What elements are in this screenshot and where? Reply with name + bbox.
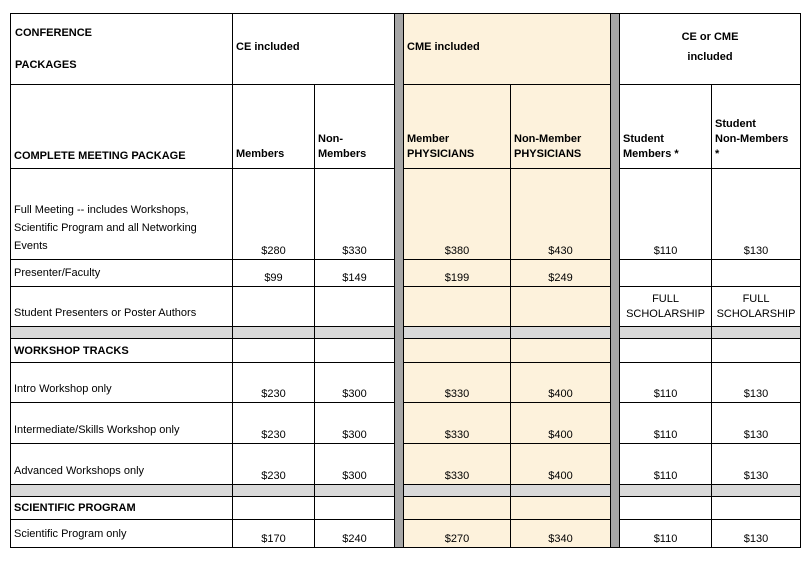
price-cell: $300 — [315, 403, 395, 444]
empty-cell — [404, 287, 511, 327]
price-cell: $110 — [620, 403, 712, 444]
price-cell: $130 — [712, 363, 801, 403]
row-label-intermediate-workshop: Intermediate/Skills Workshop only — [11, 403, 233, 444]
group-ce-or-cme-included: CE or CME included — [620, 14, 801, 85]
table-row — [11, 444, 801, 485]
price-cell: $300 — [315, 444, 395, 485]
row-label-presenter-faculty: Presenter/Faculty — [11, 260, 233, 287]
price-cell: $170 — [233, 520, 315, 548]
price-cell: $380 — [404, 169, 511, 260]
empty-cell — [511, 287, 611, 327]
section-header-scientific-program: SCIENTIFIC PROGRAM — [11, 497, 233, 520]
column-separator-right — [611, 14, 620, 548]
empty-cell — [233, 287, 315, 327]
price-cell: $230 — [233, 444, 315, 485]
price-cell: $110 — [620, 363, 712, 403]
price-cell: $199 — [404, 260, 511, 287]
table-row — [11, 520, 801, 548]
price-cell: $130 — [712, 169, 801, 260]
price-cell: $330 — [404, 403, 511, 444]
price-cell: $149 — [315, 260, 395, 287]
price-cell: $230 — [233, 403, 315, 444]
price-cell: $400 — [511, 444, 611, 485]
table-row — [11, 363, 801, 403]
price-cell: $240 — [315, 520, 395, 548]
price-cell: $110 — [620, 520, 712, 548]
row-label-full-meeting: Full Meeting -- includes Workshops, Scientific Program and all Networking Events — [11, 169, 233, 260]
empty-cell — [315, 287, 395, 327]
price-cell: $110 — [620, 444, 712, 485]
table-row — [11, 260, 801, 287]
price-cell — [620, 260, 712, 287]
group-cme-included: CME included — [404, 14, 611, 85]
price-cell: $430 — [511, 169, 611, 260]
column-header-student-non-members: Student Non-Members * — [712, 85, 801, 169]
header-complete-meeting-package: COMPLETE MEETING PACKAGE — [11, 85, 233, 169]
section-header-workshop-tracks: WORKSHOP TRACKS — [11, 339, 233, 363]
column-header-non-members: Non-Members — [315, 85, 395, 169]
price-cell: $130 — [712, 520, 801, 548]
table-row — [11, 287, 801, 327]
spacer-row — [11, 327, 801, 339]
price-cell: $330 — [404, 363, 511, 403]
price-cell: $330 — [315, 169, 395, 260]
table-row — [11, 497, 801, 520]
price-cell: $300 — [315, 363, 395, 403]
price-cell — [712, 260, 801, 287]
column-header-student-members: Student Members * — [620, 85, 712, 169]
price-cell: $340 — [511, 520, 611, 548]
price-cell: $280 — [233, 169, 315, 260]
group-ce-included: CE included — [233, 14, 395, 85]
column-separator-left — [395, 14, 404, 548]
row-label-student-presenters: Student Presenters or Poster Authors — [11, 287, 233, 327]
conference-packages-table — [10, 13, 801, 548]
price-cell: $330 — [404, 444, 511, 485]
price-cell: $130 — [712, 403, 801, 444]
scholarship-cell: FULL SCHOLARSHIP — [620, 287, 712, 327]
table-row — [11, 403, 801, 444]
price-cell: $400 — [511, 363, 611, 403]
price-cell: $99 — [233, 260, 315, 287]
spacer-row — [11, 485, 801, 497]
row-label-scientific-program: Scientific Program only — [11, 520, 233, 548]
table-row — [11, 339, 801, 363]
price-cell: $249 — [511, 260, 611, 287]
table-row — [11, 169, 801, 260]
price-cell: $400 — [511, 403, 611, 444]
column-header-members: Members — [233, 85, 315, 169]
price-cell: $130 — [712, 444, 801, 485]
table-title: CONFERENCE PACKAGES — [11, 14, 233, 85]
column-header-member-physicians: Member PHYSICIANS — [404, 85, 511, 169]
row-label-intro-workshop: Intro Workshop only — [11, 363, 233, 403]
row-label-advanced-workshops: Advanced Workshops only — [11, 444, 233, 485]
price-cell: $230 — [233, 363, 315, 403]
price-cell: $270 — [404, 520, 511, 548]
price-cell: $110 — [620, 169, 712, 260]
column-header-non-member-physicians: Non-Member PHYSICIANS — [511, 85, 611, 169]
scholarship-cell: FULL SCHOLARSHIP — [712, 287, 801, 327]
